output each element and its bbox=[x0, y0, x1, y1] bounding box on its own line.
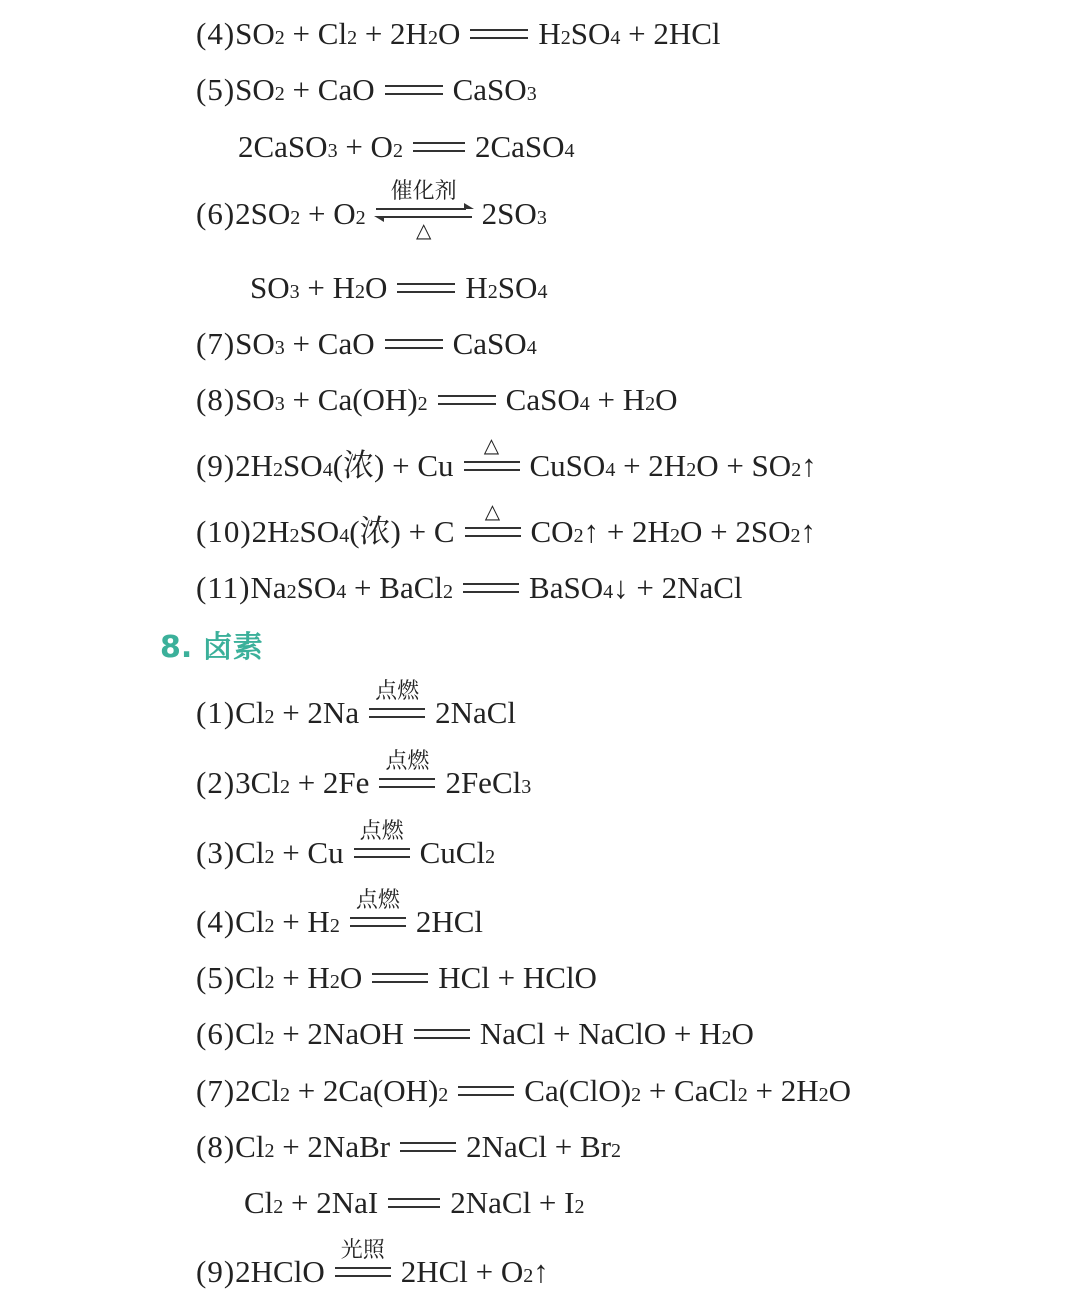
equals-sign bbox=[388, 1198, 440, 1208]
condition-label: 催化剂 bbox=[390, 179, 457, 204]
lhs-text: (浓) + C bbox=[349, 514, 455, 549]
equation-number: (3) bbox=[196, 835, 236, 870]
equation-line: Cl 2 + 2NaI 2NaCl + I 2 bbox=[244, 1185, 585, 1220]
equation-line: (4) SO 2 + Cl 2 + 2H 2 O H 2 SO 4 + 2HCl bbox=[196, 16, 721, 51]
lhs-text: 2H bbox=[235, 448, 274, 483]
rhs-text: CaSO bbox=[452, 326, 527, 361]
lhs-text: + H bbox=[299, 270, 356, 305]
rhs-text: O + 2SO bbox=[679, 514, 791, 549]
rhs-text: H bbox=[465, 270, 488, 305]
lhs-text: 2Cl bbox=[235, 1073, 280, 1108]
lhs-text: (浓) + Cu bbox=[332, 448, 454, 483]
lhs-text: 2H bbox=[251, 514, 290, 549]
lhs-text: SO bbox=[235, 16, 275, 51]
rhs-text: NaCl + NaClO + H bbox=[479, 1016, 722, 1051]
rhs-text: CuCl bbox=[419, 835, 486, 870]
equation-number: (9) bbox=[196, 1254, 236, 1289]
lhs-text: SO bbox=[250, 270, 290, 305]
equation-number: (10) bbox=[196, 514, 252, 549]
equation-number: (2) bbox=[196, 765, 236, 800]
lhs-text: SO bbox=[235, 72, 275, 107]
equals-sign bbox=[350, 888, 406, 927]
equation-line: (8) SO 3 + Ca(OH) 2 CaSO 4 + H 2 O bbox=[196, 382, 678, 417]
lhs-text: Cl bbox=[235, 695, 265, 730]
condition-label: 点燃 bbox=[359, 819, 404, 844]
rhs-text: 2SO bbox=[481, 196, 537, 231]
lhs-text: + 2NaOH bbox=[274, 1016, 404, 1051]
equation-number: (5) bbox=[196, 960, 236, 995]
rhs-text: BaSO bbox=[529, 570, 604, 605]
lhs-text: 2SO bbox=[235, 196, 291, 231]
equation-number: (11) bbox=[196, 570, 251, 605]
lhs-text: + O bbox=[300, 196, 356, 231]
lhs-text: + 2H bbox=[357, 16, 428, 51]
equals-sign bbox=[369, 679, 425, 718]
equals-sign bbox=[379, 749, 435, 788]
lhs-text: SO bbox=[283, 448, 323, 483]
rhs-text: O bbox=[828, 1073, 852, 1108]
rhs-text: 2HCl + O bbox=[400, 1254, 524, 1289]
rhs-text: HCl + HClO bbox=[438, 960, 597, 995]
lhs-text: + 2Ca(OH) bbox=[289, 1073, 439, 1108]
lhs-text: + Cu bbox=[274, 835, 344, 870]
lhs-text: + Ca(OH) bbox=[284, 382, 418, 417]
lhs-text: + CaO bbox=[284, 326, 375, 361]
lhs-text: Cl bbox=[235, 1016, 265, 1051]
equals-sign bbox=[438, 395, 496, 405]
equation-line: (5) Cl 2 + H 2 O HCl + HClO bbox=[196, 960, 597, 995]
condition-label: △ bbox=[415, 220, 432, 242]
lhs-text: SO bbox=[235, 382, 275, 417]
equals-sign bbox=[354, 819, 410, 858]
rhs-text: O + SO bbox=[696, 448, 792, 483]
lhs-text: + H bbox=[274, 960, 330, 995]
rhs-text: + H bbox=[589, 382, 646, 417]
lhs-text: Cl bbox=[235, 1129, 265, 1164]
rhs-text: CuSO bbox=[529, 448, 606, 483]
rhs-text: O bbox=[655, 382, 678, 417]
equals-sign bbox=[372, 973, 428, 983]
rhs-text: ↑ + 2H bbox=[583, 514, 670, 549]
rhs-text: + CaCl bbox=[641, 1073, 738, 1108]
equation-line: (8) Cl 2 + 2NaBr 2NaCl + Br 2 bbox=[196, 1129, 622, 1164]
lhs-text: + H bbox=[274, 904, 330, 939]
equation-line: (2) 3Cl 2 + 2Fe 点燃 2FeCl 3 bbox=[196, 749, 532, 800]
equation-number: (8) bbox=[196, 1129, 236, 1164]
condition-label: △ bbox=[484, 499, 501, 523]
equation-line: 2CaSO 3 + O 2 2CaSO 4 bbox=[238, 129, 575, 164]
equation-line: (4) Cl 2 + H 2 点燃 2HCl bbox=[196, 888, 484, 939]
rhs-text: 2NaCl bbox=[435, 695, 517, 730]
rhs-text: SO bbox=[497, 270, 538, 305]
rhs-text: H bbox=[538, 16, 561, 51]
rhs-text: SO bbox=[570, 16, 611, 51]
lhs-text: SO bbox=[299, 514, 340, 549]
lhs-text: Cl bbox=[244, 1185, 274, 1220]
rhs-text: 2NaCl + I bbox=[450, 1185, 575, 1220]
rhs-text: Ca(ClO) bbox=[524, 1073, 632, 1108]
rhs-text: CaSO bbox=[452, 72, 527, 107]
equation-number: (7) bbox=[196, 1073, 236, 1108]
equation-line: (1) Cl 2 + 2Na 点燃 2NaCl bbox=[196, 679, 517, 730]
equation-line: (9) 2HClO 光照 2HCl + O 2 ↑ bbox=[196, 1238, 549, 1289]
equation-line: (9) 2H 2 SO 4 (浓) + Cu △ CuSO 4 + 2H 2 O + SO 2 ↑ bbox=[196, 433, 817, 483]
condition-label: 点燃 bbox=[355, 888, 400, 913]
lhs-text: + Cl bbox=[284, 16, 348, 51]
equation-line: (6) Cl 2 + 2NaOH NaCl + NaClO + H 2 O bbox=[196, 1016, 754, 1051]
rhs-text: 2HCl bbox=[415, 904, 484, 939]
equals-sign bbox=[397, 283, 455, 293]
equation-line: (7) SO 3 + CaO CaSO 4 bbox=[196, 326, 537, 361]
equals-sign bbox=[413, 142, 465, 152]
equals-sign bbox=[458, 1086, 514, 1096]
rhs-text: + 2H bbox=[747, 1073, 819, 1108]
lhs-text: Cl bbox=[235, 835, 265, 870]
rhs-text: 2CaSO bbox=[474, 129, 565, 164]
rhs-text: 2NaCl + Br bbox=[466, 1129, 612, 1164]
rhs-text: ↓ + 2NaCl bbox=[613, 570, 743, 605]
equation-line: (5) SO 2 + CaO CaSO 3 bbox=[196, 72, 537, 107]
lhs-text: 3Cl bbox=[235, 765, 280, 800]
lhs-text: Cl bbox=[235, 960, 265, 995]
reversible-arrow bbox=[376, 179, 472, 242]
equals-sign bbox=[470, 29, 528, 39]
equals-sign bbox=[385, 339, 443, 349]
lhs-text: O bbox=[339, 960, 363, 995]
equation-line: (7) 2Cl 2 + 2Ca(OH) 2 Ca(ClO) 2 + CaCl 2 + 2H 2 O bbox=[196, 1073, 852, 1108]
equation-number: (4) bbox=[196, 904, 236, 939]
equals-sign bbox=[400, 1142, 456, 1152]
equation-line: (6) 2SO 2 + O 2 催化剂 △ 2SO 3 bbox=[196, 179, 547, 242]
equation-number: (5) bbox=[196, 72, 236, 107]
equals-sign bbox=[465, 499, 521, 537]
lhs-text: Na bbox=[250, 570, 287, 605]
lhs-text: O bbox=[437, 16, 461, 51]
rhs-text: 2FeCl bbox=[445, 765, 522, 800]
lhs-text: + O bbox=[337, 129, 393, 164]
equation-number: (6) bbox=[196, 1016, 236, 1051]
lhs-text: SO bbox=[296, 570, 337, 605]
lhs-text: SO bbox=[235, 326, 275, 361]
lhs-text: + 2Na bbox=[274, 695, 360, 730]
equals-sign bbox=[385, 85, 443, 95]
equation-line: (3) Cl 2 + Cu 点燃 CuCl 2 bbox=[196, 819, 496, 870]
rhs-text: ↑ bbox=[800, 514, 816, 549]
rhs-text: ↑ bbox=[801, 448, 817, 483]
equation-line: (11) Na 2 SO 4 + BaCl 2 BaSO 4 ↓ + 2NaCl bbox=[196, 570, 743, 605]
lhs-text: + BaCl bbox=[346, 570, 444, 605]
equation-number: (6) bbox=[196, 196, 236, 231]
lhs-text: + 2Fe bbox=[289, 765, 370, 800]
equation-number: (8) bbox=[196, 382, 236, 417]
condition-label: 光照 bbox=[340, 1238, 385, 1263]
section-heading: 8. 卤素 bbox=[160, 630, 263, 665]
rhs-text: CO bbox=[530, 514, 574, 549]
rhs-text: + 2HCl bbox=[620, 16, 721, 51]
equation-number: (7) bbox=[196, 326, 236, 361]
lhs-text: + 2NaI bbox=[283, 1185, 379, 1220]
equation-number: (9) bbox=[196, 448, 236, 483]
condition-label: 点燃 bbox=[385, 749, 430, 774]
equation-line: SO 3 + H 2 O H 2 SO 4 bbox=[250, 270, 548, 305]
condition-label: 点燃 bbox=[375, 679, 420, 704]
equation-line: (10) 2H 2 SO 4 (浓) + C △ CO 2 ↑ + 2H 2 O + 2SO 2 ↑ bbox=[196, 499, 816, 549]
lhs-text: + 2NaBr bbox=[274, 1129, 391, 1164]
equation-number: (4) bbox=[196, 16, 236, 51]
lhs-text: 2HClO bbox=[235, 1254, 325, 1289]
equals-sign bbox=[335, 1238, 391, 1277]
rhs-text: CaSO bbox=[505, 382, 580, 417]
rhs-text: O bbox=[731, 1016, 754, 1051]
condition-label: △ bbox=[483, 433, 500, 457]
lhs-text: 2CaSO bbox=[238, 129, 328, 164]
rhs-text: + 2H bbox=[615, 448, 687, 483]
rhs-text: ↑ bbox=[533, 1254, 549, 1289]
equals-sign bbox=[414, 1029, 470, 1039]
lhs-text: + CaO bbox=[284, 72, 375, 107]
lhs-text: O bbox=[365, 270, 388, 305]
equals-sign bbox=[464, 433, 520, 471]
equation-number: (1) bbox=[196, 695, 236, 730]
lhs-text: Cl bbox=[235, 904, 265, 939]
equals-sign bbox=[463, 583, 519, 593]
